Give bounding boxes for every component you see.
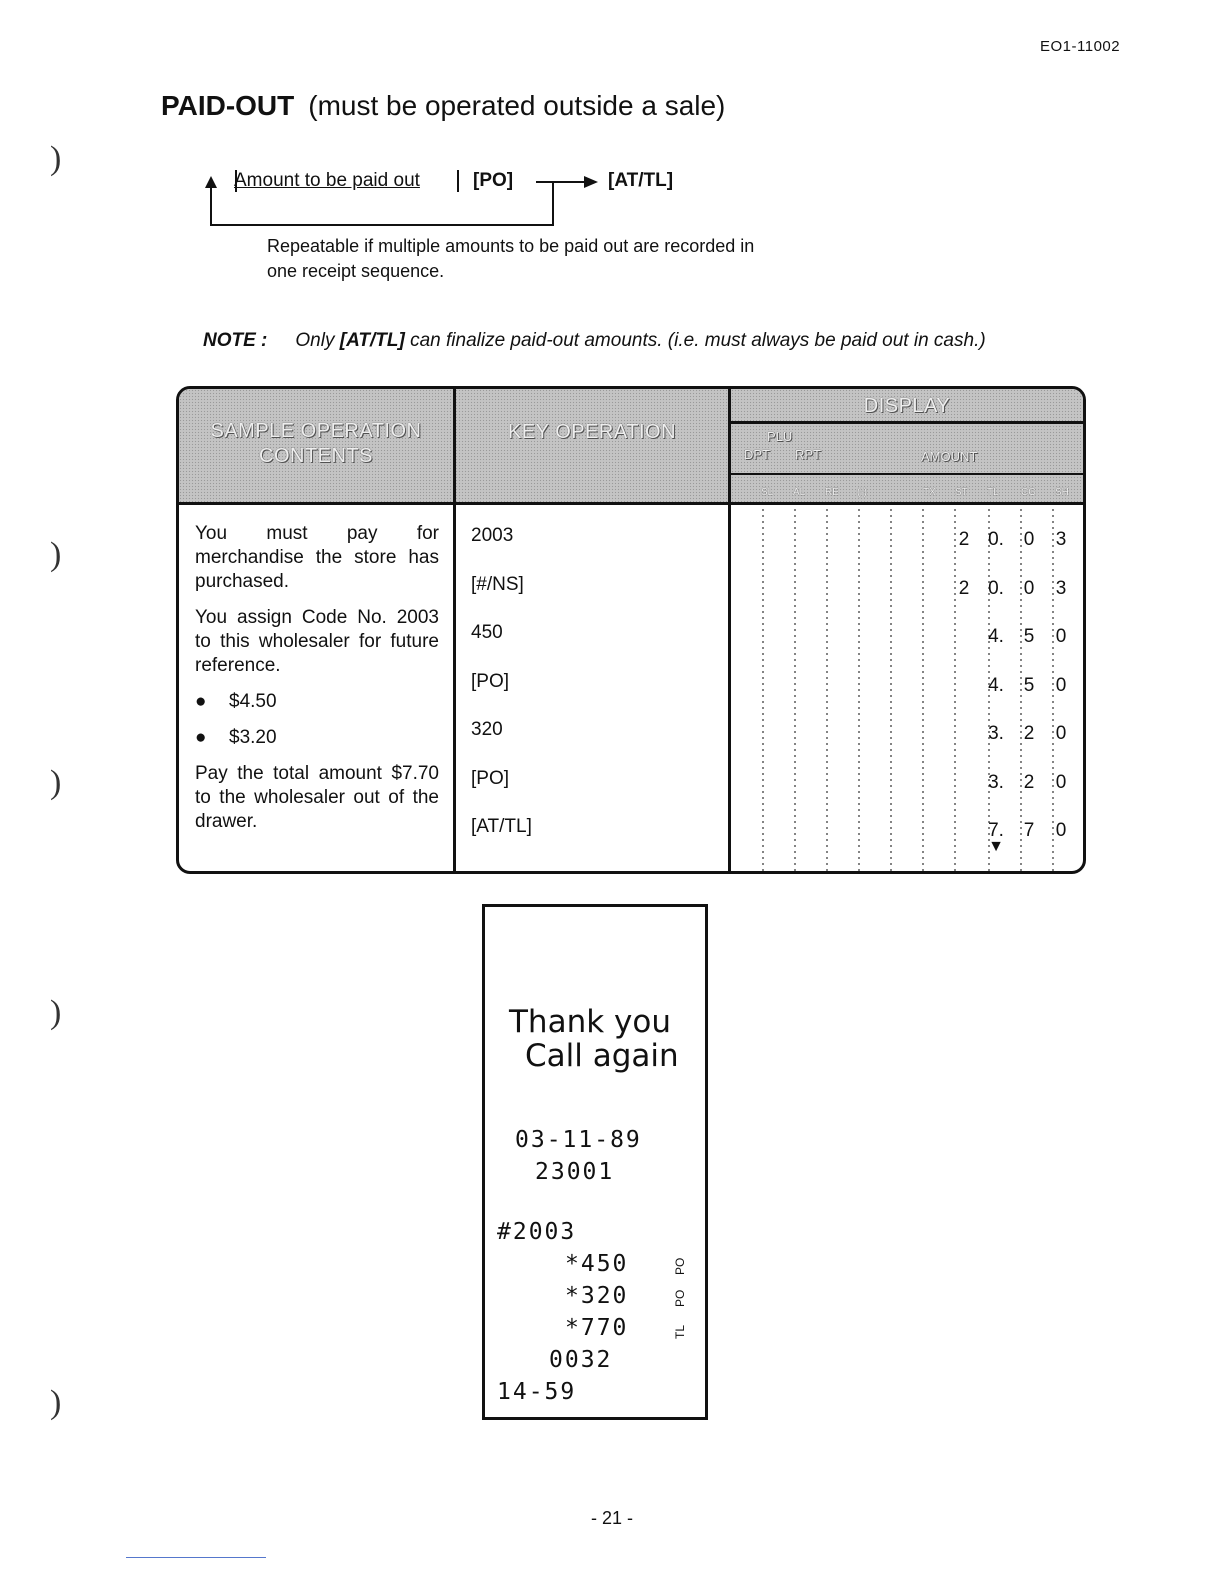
header-display: DISPLAY [863, 395, 951, 417]
receipt-mark: PO [673, 1289, 687, 1307]
display-digit: 0. [988, 577, 1004, 599]
receipt-total: *770 [565, 1315, 629, 1341]
receipt-mark: TL [673, 1324, 687, 1339]
display-digit: 3. [988, 723, 1004, 744]
display-pointer-icon: ▼ [988, 838, 1004, 855]
attl-key-label: [AT/TL] [608, 170, 674, 191]
receipt-item: *320 [565, 1283, 629, 1309]
display-digit: 0 [1023, 529, 1035, 550]
page-title [161, 90, 725, 122]
po-key-label: [PO] [473, 170, 514, 191]
display-digit: 0 [1055, 771, 1067, 793]
header-sample-operation-contents: SAMPLE OPERATION CONTENTS [210, 420, 422, 467]
indicator-label: RE [825, 487, 839, 498]
display-indicator-divider [731, 473, 1083, 475]
indicator-label: AL [793, 487, 806, 498]
display-digit: 2 [958, 529, 970, 550]
page-number: - 21 - [590, 1508, 633, 1528]
display-digit: 4. [988, 674, 1004, 696]
bullet-item: ● $4.50 [195, 691, 277, 712]
receipt-message: Thank you Call again [509, 1004, 679, 1074]
display-digit: 4. [988, 626, 1004, 647]
bullet-item: ● $3.20 [195, 727, 277, 748]
note-key: [AT/TL] [339, 330, 405, 351]
repeatable-note: Repeatable if multiple amounts to be paid out are recorded in one receipt sequence. [267, 236, 755, 281]
header-rpt: RPT [795, 447, 821, 462]
binder-hole-mark: ) [50, 536, 62, 573]
receipt-date: 03-11-89 [515, 1127, 642, 1153]
indicator-label: TX [923, 487, 936, 498]
document-id: EO1-11002 [1040, 38, 1121, 55]
sample-operation-table [176, 386, 1086, 874]
column-divider [453, 389, 456, 871]
binder-hole-mark: ) [50, 140, 62, 177]
indicator-label: CG [1021, 487, 1036, 498]
display-digit: 5 [1023, 626, 1035, 647]
display-digit: 0. [988, 529, 1004, 550]
display-header-divider [731, 421, 1083, 424]
receipt-reference: #2003 [497, 1219, 577, 1245]
display-digit: 0 [1055, 820, 1067, 841]
display-digit: 3 [1055, 577, 1067, 599]
header-dpt: DPT [744, 447, 770, 462]
receipt-code: 23001 [535, 1159, 615, 1185]
receipt-time: 14-59 [497, 1379, 577, 1405]
amount-to-be-paid-out-label: Amount to be paid out [234, 170, 420, 191]
receipt-count: 0032 [549, 1347, 613, 1373]
binder-hole-mark: ) [50, 1384, 62, 1421]
key-operation-item: [#/NS] [471, 573, 524, 595]
display-digit: 2 [958, 577, 970, 599]
receipt-item: *450 [565, 1251, 629, 1277]
display-digit: 7. [988, 820, 1004, 841]
receipt [482, 904, 708, 1420]
sample-operation-contents: You must pay for merchandise the store has purchased. You assign Code No. 2003 to this wholesaler for future reference. ● $4.50 ● $3.20 Pay the total amount $7.70 to the wholesaler out of the drawer. [195, 523, 439, 832]
note-line: NOTE : Only [AT/TL] can finalize paid-out amounts. (i.e. must always be paid out in cash.) [203, 330, 986, 351]
key-operation-item: 320 [471, 719, 503, 740]
indicator-label: SH [1055, 487, 1069, 498]
footer-rule [126, 1557, 266, 1558]
key-operation-item: [PO] [471, 670, 510, 692]
display-digit: 0 [1023, 577, 1035, 599]
header-amount: AMOUNT [921, 449, 978, 464]
key-operation-item: [AT/TL] [471, 816, 532, 837]
display-digit: 0 [1055, 723, 1067, 744]
display-digit: 3 [1055, 529, 1067, 550]
indicator-label: TL [987, 487, 999, 498]
indicator-label: (-) [857, 487, 867, 498]
key-operation-item: 450 [471, 622, 503, 643]
display-digit: 7 [1023, 820, 1035, 841]
key-operation-item: 2003 [471, 525, 514, 546]
indicator-label: ST [955, 487, 968, 498]
title-main: PAID-OUT [161, 90, 295, 121]
binder-hole-mark: ) [50, 994, 62, 1031]
title-subtitle: (must be operated outside a sale) [308, 90, 726, 121]
indicator-label: SL [761, 487, 774, 498]
display-digit: 0 [1055, 626, 1067, 647]
header-key-operation: KEY OPERATION [507, 421, 677, 443]
binder-hole-mark: ) [50, 764, 62, 801]
display-digit: 2 [1023, 771, 1035, 793]
display-digit: 5 [1023, 674, 1035, 696]
note-label: NOTE : [203, 330, 268, 351]
receipt-mark: PO [673, 1257, 687, 1275]
display-digit: 0 [1055, 674, 1067, 696]
header-plu: PLU [767, 429, 793, 444]
display-digit: 3. [988, 771, 1004, 793]
key-operation-item: [PO] [471, 767, 510, 789]
display-digit: 2 [1023, 723, 1035, 744]
